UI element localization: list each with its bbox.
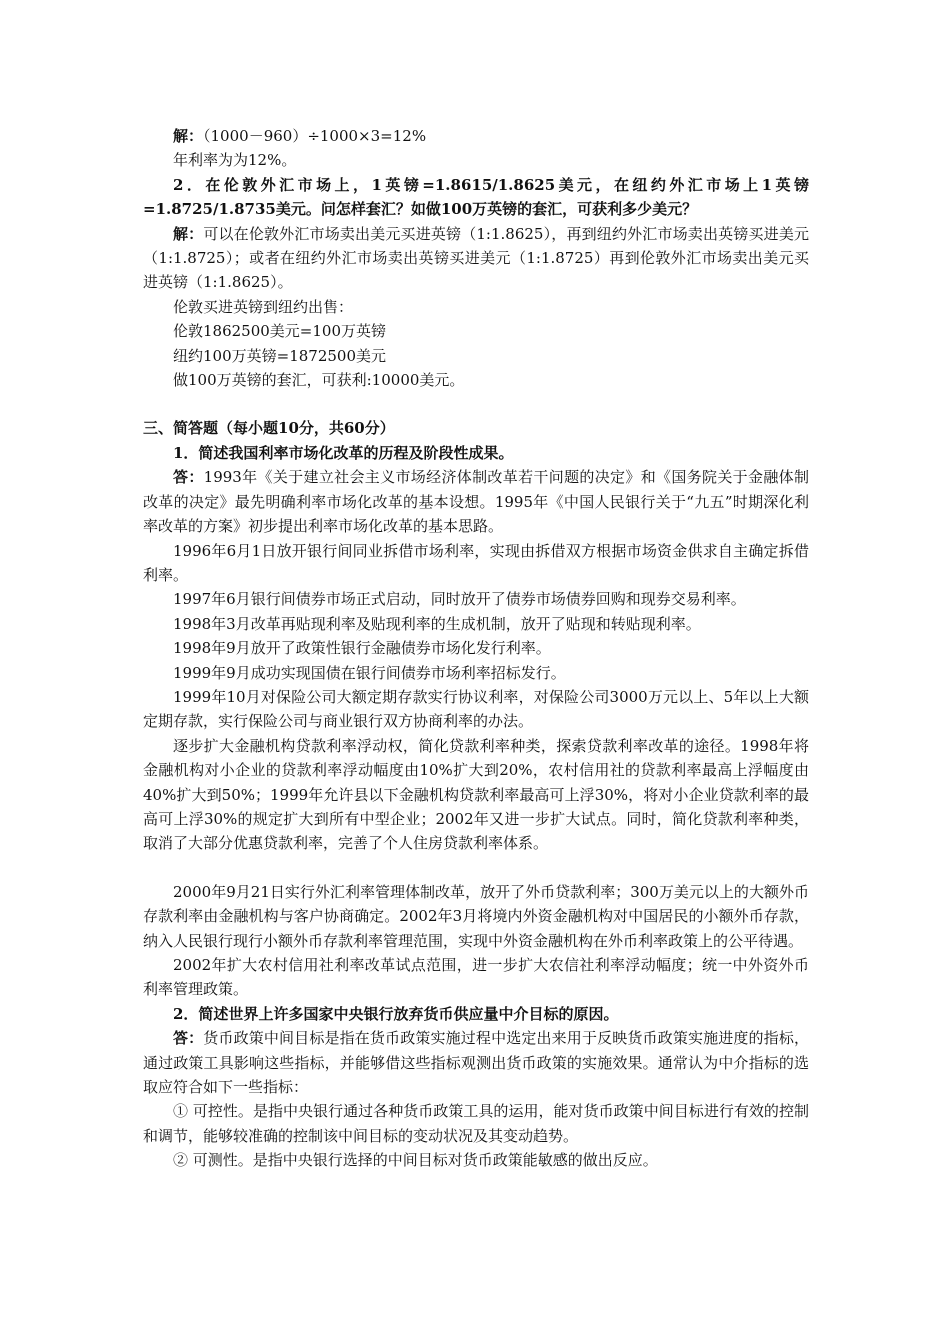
paragraph: 逐步扩大金融机构贷款利率浮动权，简化贷款利率种类，探索贷款利率改革的途径。1998年将金融机构对小企业的贷款利率浮动幅度由10%扩大到20%，农村信用社的贷款利率最高上浮幅度由40%扩大到50%；1999年允许县以下金融机构贷款利率最高可上浮30%，将对小企业贷款利率的最高可上浮30%的规定扩大到所有中型企业；2002年又进一步扩大试点。同时，简化贷款利率种类，取消了大部分优惠贷款利率，完善了个人住房贷款利率体系。 bbox=[143, 736, 809, 853]
solution-paragraph bbox=[143, 222, 809, 295]
paragraph: 1998年3月改革再贴现利率及贴现利率的生成机制，放开了贴现和转贴现利率。 bbox=[173, 614, 701, 633]
paragraph: 1997年6月银行间债券市场正式启动，同时放开了债券市场债券回购和现券交易利率。 bbox=[173, 590, 746, 609]
section-title: 三、简答题（每小题10分，共60分） bbox=[143, 419, 395, 438]
solution-line bbox=[143, 124, 809, 148]
paragraph: 2000年9月21日实行外汇利率管理体制改革，放开了外币贷款利率；300万美元以上的大额外币存款利率由金融机构与客户协商确定。2002年3月将境内外资金融机构对中国居民的小额外币存款，纳入人民银行现行小额外币存款利率管理范围，实现中外资金融机构在外币利率政策上的公平待遇。 bbox=[143, 882, 809, 950]
answer-text: 货币政策中间目标是指在货币政策实施过程中选定出来用于反映货币政策实施进度的指标，通过政策工具影响这些指标，并能够借这些指标观测出货币政策的实施效果。通常认为中介指标的选取应符合如下一些指标： bbox=[143, 1029, 809, 1097]
answer-text: 1993年《关于建立社会主义市场经济体制改革若干问题的决定》和《国务院关于金融体制改革的决定》最先明确利率市场化改革的基本设想。1995年《中国人民银行关于“九五”时期深化利率改革的方案》初步提出利率市场化改革的基本思路。 bbox=[143, 468, 809, 536]
answer-label: 答： bbox=[173, 1029, 204, 1048]
answer-paragraph bbox=[143, 465, 809, 538]
calc-line: 做100万英镑的套汇，可获利:10000美元。 bbox=[173, 371, 465, 390]
document-page bbox=[143, 124, 809, 1173]
question-heading: 1．简述我国利率市场化改革的历程及阶段性成果。 bbox=[173, 443, 514, 462]
question-heading: 2．简述世界上许多国家中央银行放弃货币供应量中介目标的原因。 bbox=[173, 1004, 619, 1023]
calc-line: 伦敦1862500美元=100万英镑 bbox=[173, 322, 387, 341]
solution-text: 可以在伦敦外汇市场卖出美元买进英镑（1:1.8625），再到纽约外汇市场卖出英镑买进美元（1:1.8725）；或者在纽约外汇市场卖出英镑买进美元（1:1.8725）再到伦敦外汇市场卖出美元买进英镑（1:1.8625）。 bbox=[143, 224, 809, 292]
paragraph: 1998年9月放开了政策性银行金融债券市场化发行利率。 bbox=[173, 639, 551, 658]
paragraph: 2002年扩大农村信用社利率改革试点范围，进一步扩大农信社利率浮动幅度；统一中外资外币利率管理政策。 bbox=[143, 956, 809, 999]
solution-label: 解： bbox=[173, 224, 204, 243]
question-2: 2．在伦敦外汇市场上，1英镑=1.8615/1.8625美元，在纽约外汇市场上1英镑=1.8725/1.8735美元。问怎样套汇？如做100万英镑的套汇，可获利多少美元？ bbox=[143, 175, 809, 219]
solution-text: （1000－960）÷1000×3=12% bbox=[203, 127, 427, 145]
paragraph: 1999年9月成功实现国债在银行间债券市场利率招标发行。 bbox=[173, 663, 566, 682]
calc-line: 伦敦买进英镑到纽约出售： bbox=[173, 297, 354, 316]
calc-line: 纽约100万英镑=1872500美元 bbox=[173, 346, 387, 365]
answer-paragraph bbox=[143, 1026, 809, 1099]
solution-label: 解： bbox=[173, 127, 204, 145]
annual-rate-line: 年利率为为12%。 bbox=[173, 151, 297, 170]
paragraph: 1996年6月1日放开银行间同业拆借市场利率，实现由拆借双方根据市场资金供求自主确定拆借利率。 bbox=[143, 541, 809, 584]
list-item: ① 可控性。是指中央银行通过各种货币政策工具的运用，能对货币政策中间目标进行有效的控制和调节，能够较准确的控制该中间目标的变动状况及其变动趋势。 bbox=[143, 1102, 809, 1145]
paragraph: 1999年10月对保险公司大额定期存款实行协议利率，对保险公司3000万元以上、5年以上大额定期存款，实行保险公司与商业银行双方协商利率的办法。 bbox=[143, 687, 809, 731]
answer-label: 答： bbox=[173, 468, 204, 487]
list-item: ② 可测性。是指中央银行选择的中间目标对货币政策能敏感的做出反应。 bbox=[173, 1151, 658, 1170]
